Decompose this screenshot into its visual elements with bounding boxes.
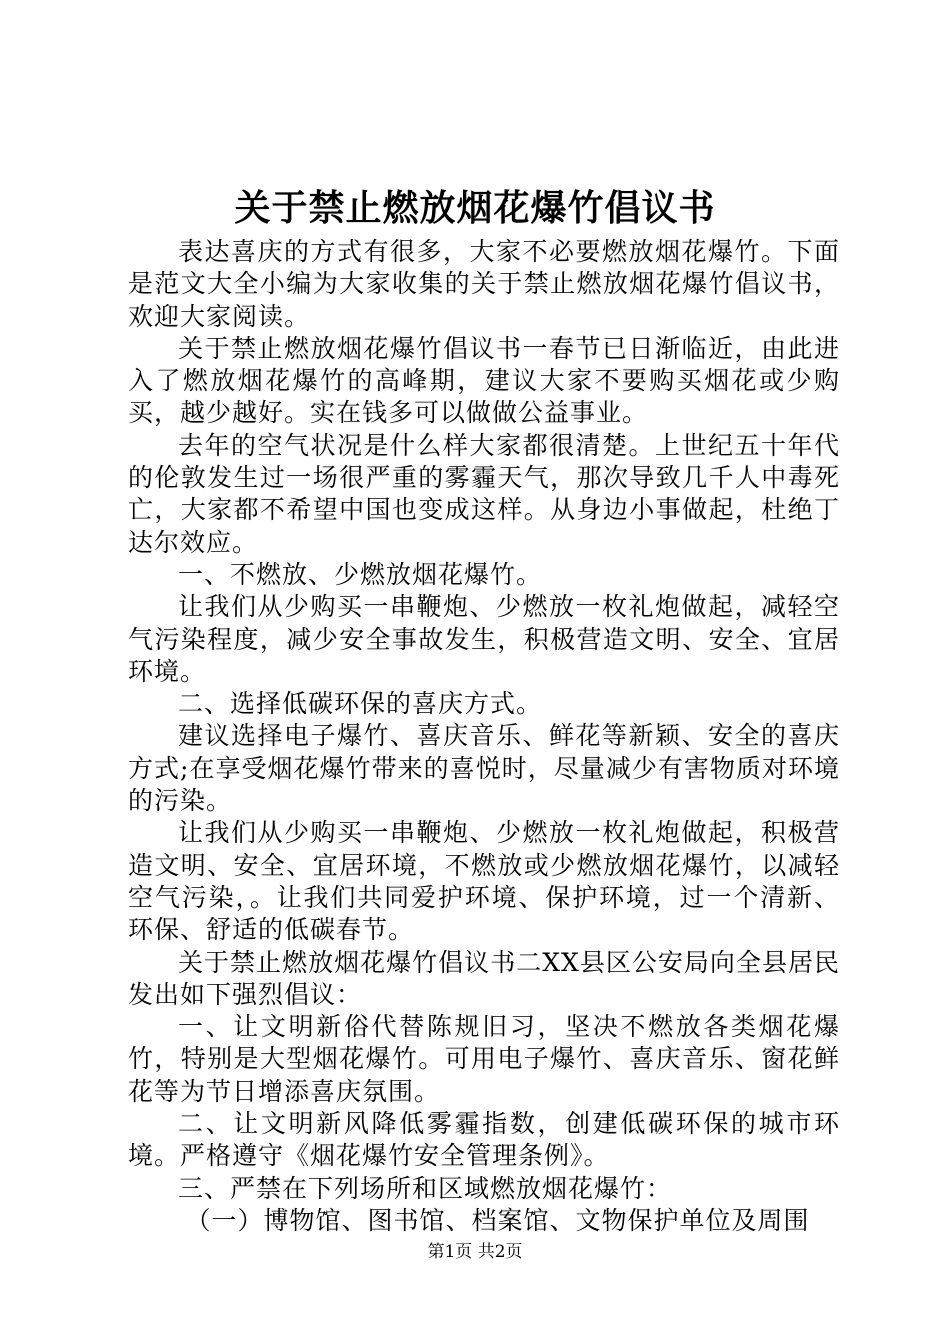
paragraph-point-one-heading: 一、不燃放、少燃放烟花爆竹。 — [178, 559, 543, 589]
paragraph-air-quality: 去年的空气状况是什么样大家都很清楚。上世纪五十年代的伦敦发生过一场很严重的雾霾天气，那次导致几千人中毒死亡，大家都不希望中国也变成这样。从身边小事做起，杜绝丁达尔效应。 — [128, 430, 840, 557]
paragraph-point-one-body: 让我们从少购买一串鞭炮、少燃放一枚礼炮做起，减轻空气污染程度，减少安全事故发生，积极营造文明、安全、宜居环境。 — [128, 592, 840, 686]
paragraph-point-two-heading: 二、选择低碳环保的喜庆方式。 — [178, 689, 543, 719]
page-title: 关于禁止燃放烟花爆竹倡议书 — [234, 187, 716, 229]
paragraph-sub-item-one: （一）博物馆、图书馆、档案馆、文物保护单位及周围 — [185, 1205, 810, 1235]
paragraph-point-two-body: 建议选择电子爆竹、喜庆音乐、鲜花等新颖、安全的喜庆方式;在享受烟花爆竹带来的喜悦时，尽量减少有害物质对环境的污染。 — [128, 721, 840, 816]
paragraph-intro: 表达喜庆的方式有很多，大家不必要燃放烟花爆竹。下面是范文大全小编为大家收集的关于禁止燃放烟花爆竹倡议书，欢迎大家阅读。 — [128, 237, 840, 331]
document-body — [128, 236, 840, 1237]
page-footer: 第1页 共2页 — [427, 1242, 523, 1262]
paragraph-item-three: 三、严禁在下列场所和区域燃放烟花爆竹： — [178, 1173, 673, 1203]
paragraph-proposal-two-intro: 关于禁止燃放烟花爆竹倡议书二XX县区公安局向全县居民发出如下强烈倡议： — [128, 947, 840, 1009]
paragraph-closing-call: 让我们从少购买一串鞭炮、少燃放一枚礼炮做起，积极营造文明、安全、宜居环境，不燃放或少燃放烟花爆竹，以减轻空气污染，。让我们共同爱护环境、保护环境，过一个清新、环保、舒适的低碳春节。 — [128, 818, 840, 945]
paragraph-proposal-one-intro: 关于禁止燃放烟花爆竹倡议书一春节已日渐临近，由此进入了燃放烟花爆竹的高峰期，建议大家不要购买烟花或少购买，越少越好。实在钱多可以做做公益事业。 — [128, 333, 840, 428]
paragraph-item-one: 一、让文明新俗代替陈规旧习，坚决不燃放各类烟花爆竹，特别是大型烟花爆竹。可用电子爆竹、喜庆音乐、窗花鲜花等为节日增添喜庆氛围。 — [128, 1012, 840, 1106]
paragraph-item-two: 二、让文明新风降低雾霾指数，创建低碳环保的城市环境。严格遵守《烟花爆竹安全管理条例》。 — [128, 1109, 840, 1171]
